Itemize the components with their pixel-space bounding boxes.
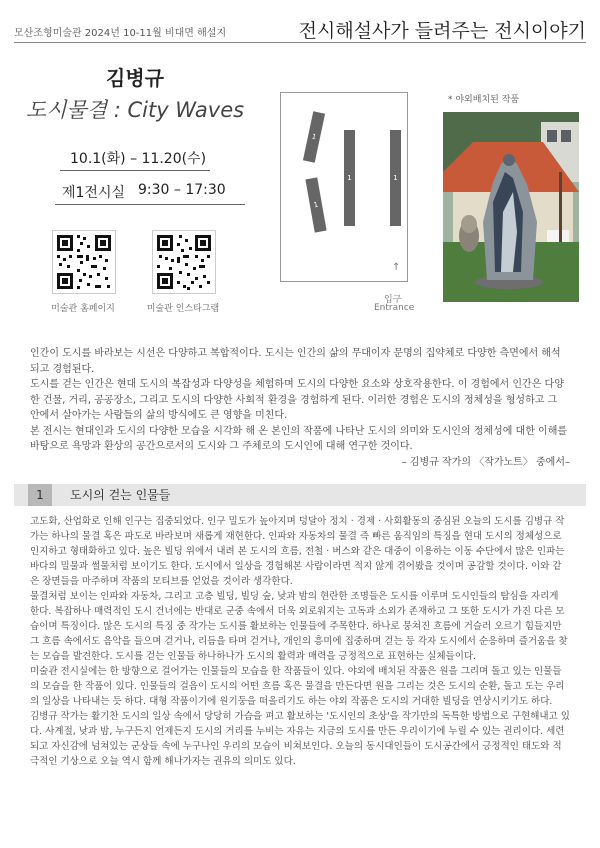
- section-title: 도시의 걷는 인물들: [70, 488, 171, 502]
- qr-label-homepage: 미술관 홈페이지: [51, 304, 115, 314]
- section-body: [30, 514, 570, 769]
- exhibit-title: 도시물결 : City Waves: [25, 98, 245, 122]
- section-header: [14, 484, 586, 506]
- entrance-label-en: Entrance: [374, 303, 415, 313]
- entrance-arrow-icon: ↑: [392, 262, 401, 273]
- section-number: 1: [28, 484, 52, 506]
- hours-underline: [55, 204, 245, 205]
- header-title: 전시해설사가 들려주는 전시이야기: [298, 20, 586, 42]
- header-subtitle: 모산조형미술관 2024년 10-11월 비대면 해설지: [14, 28, 227, 39]
- intro-paragraph: 도시를 걷는 인간은 현대 도시의 복잡성과 다양성을 체험하며 도시의 다양한 요소와 상호작용한다. 이 경험에서 인간은 다양한 건물, 거리, 공공장소, 그리고 도시의 다양한 사회적 환경을 경험하게 된다. 이러한 경험은 도시의 정체성을 형성하고 그 안에서 살아가는 사람들의 삶의 방식에도 큰 영향을 미친다.: [30, 379, 564, 421]
- date-underline: [60, 170, 210, 171]
- body-paragraph: 고도화, 산업화로 인해 인구는 집중되었다. 인구 밀도가 높아지며 덩달아 정치 · 경제 · 사회활동의 중심된 오늘의 도시를 김병규 작가는 하나의 물결 혹은 파도로 바라보며 새롭게 재현한다. 인파와 자동차의 물결 즉 빠른 움직임의 특징을 현대 도시의 정체성으로 인지하고 형태화하고 있다. 높은 빌딩 위에서 내려 본 도시의 흐름, 전철 · 버스와 같은 대중이 이용하는 이동 수단에서 많은 인파는 바다의 밀물과 썰물처럼 보이기도 한다. 도시에서 일상을 경험해본 사람이라면 적지 않게 겪어봤을 것이며 공감할 것이다. 이와 같은 장면들을 마주하며 작품의 모티브를 얻었을 것이라 생각한다.: [30, 516, 565, 587]
- qr-code-homepage[interactable]: [52, 230, 116, 294]
- photo-caption: * 야외배치된 작품: [448, 95, 520, 105]
- page-header: [0, 0, 600, 50]
- outdoor-sculpture-photo: [443, 112, 579, 302]
- header-divider: [14, 42, 586, 43]
- intro-signature: – 김병규 작가의 〈작가노트〉 중에서–: [401, 456, 570, 468]
- floor-plan-pillar: 1: [344, 130, 355, 226]
- exhibit-date: 10.1(화) – 11.20(수): [70, 151, 207, 167]
- qr-pattern-homepage: [53, 231, 115, 293]
- exhibit-room: 제1전시실: [62, 185, 126, 201]
- floor-plan-pillar: 1: [390, 130, 401, 226]
- body-paragraph: 김병규 작가는 활기찬 도시의 일상 속에서 당당히 가슴을 펴고 활보하는 '도시인의 초상'을 작가만의 독특한 방법으로 구현해내고 있다. 사계절, 낮과 밤, 누구든지 언제든지 도시의 거리를 누비는 자유는 지금의 도시를 만든 우리이기에 누릴 수 있는 권리이다. 세련되고 자신감에 넘쳐있는 군상들 속에 누구나인 우리의 모습이 비쳐보인다. 오늘의 동시대인들이 도시공간에서 긍정적인 태도와 적극적인 기상으로 오늘 역시 함께 해나가자는 권유의 의미도 있다.: [30, 711, 570, 767]
- floor-plan-pillar: 1: [305, 177, 326, 232]
- body-paragraph: 물결처럼 보이는 인파와 자동차, 그리고 고층 빌딩, 빌딩 숲, 낮과 밤의 현란한 조명들은 도시를 이루며 도시인들의 탐심을 자리게 한다. 복잡하나 매력적인 도시 건너에는 반대로 군중 속에서 더욱 외로워지는 고독과 소외가 존재하고 그 또한 도시가 가진 다른 모습이며 특징이다. 많은 도시의 특징 중 작가는 도시를 활보하는 인물들에 주목한다. 하나로 뭉쳐진 흐름에 거슬러 오르기 힘들지만 그 흐름 속에서도 음악을 들으며 걷거나, 리듬을 타며 걷거나, 개인의 흥미에 집중하며 걷는 등 각자 도시에서 순응하며 즐거움을 찾는 모습을 발견한다. 도시를 걷는 인물들 하나하나가 도시의 활력과 매력을 긍정적으로 표현하는 실체들이다.: [30, 591, 568, 662]
- body-paragraph: 미술관 전시실에는 한 방향으로 걸어가는 인물들의 모습을 한 작품들이 있다. 야외에 배치된 작품은 원을 그리며 돌고 있는 인물들의 모습을 한 작품이 있다. 인물들의 걸음이 도시의 어떤 흐름 혹은 물결을 만든다면 원을 그리는 것은 도시의 순환, 돌고 도는 우리의 일상을 나타내는 듯 하다. 대형 작품이기에 원기둥을 떠올리기도 하는 야외 작품은 도시의 거대한 빌딩을 연상시키기도 하다.: [30, 666, 565, 707]
- qr-pattern-instagram: [153, 231, 215, 293]
- artist-name: 김병규: [106, 66, 164, 90]
- exhibit-hours: 9:30 – 17:30: [138, 182, 226, 198]
- intro-paragraph: 인간이 도시를 바라보는 시선은 다양하고 복합적이다. 도시는 인간의 삶의 무대이자 문명의 집약체로 다양한 측면에서 해석되고 경험된다.: [30, 348, 561, 375]
- qr-label-instagram: 미술관 인스타그램: [146, 304, 220, 314]
- intro-text: [30, 346, 570, 470]
- qr-code-instagram[interactable]: [152, 230, 216, 294]
- entrance-label-ko: 입구: [384, 295, 402, 305]
- intro-paragraph: 본 전시는 현대인과 도시의 다양한 모습을 시각화 해 온 본인의 작품에 나타난 도시의 의미와 도시인의 정체성에 대한 이해를 바탕으로 욕망과 환상의 공간으로서의 도시와 그 주체로의 도시인에 대해 연구한 것이다.: [30, 425, 568, 452]
- floor-plan: [280, 92, 420, 313]
- floor-plan-pillar: 1: [303, 111, 325, 162]
